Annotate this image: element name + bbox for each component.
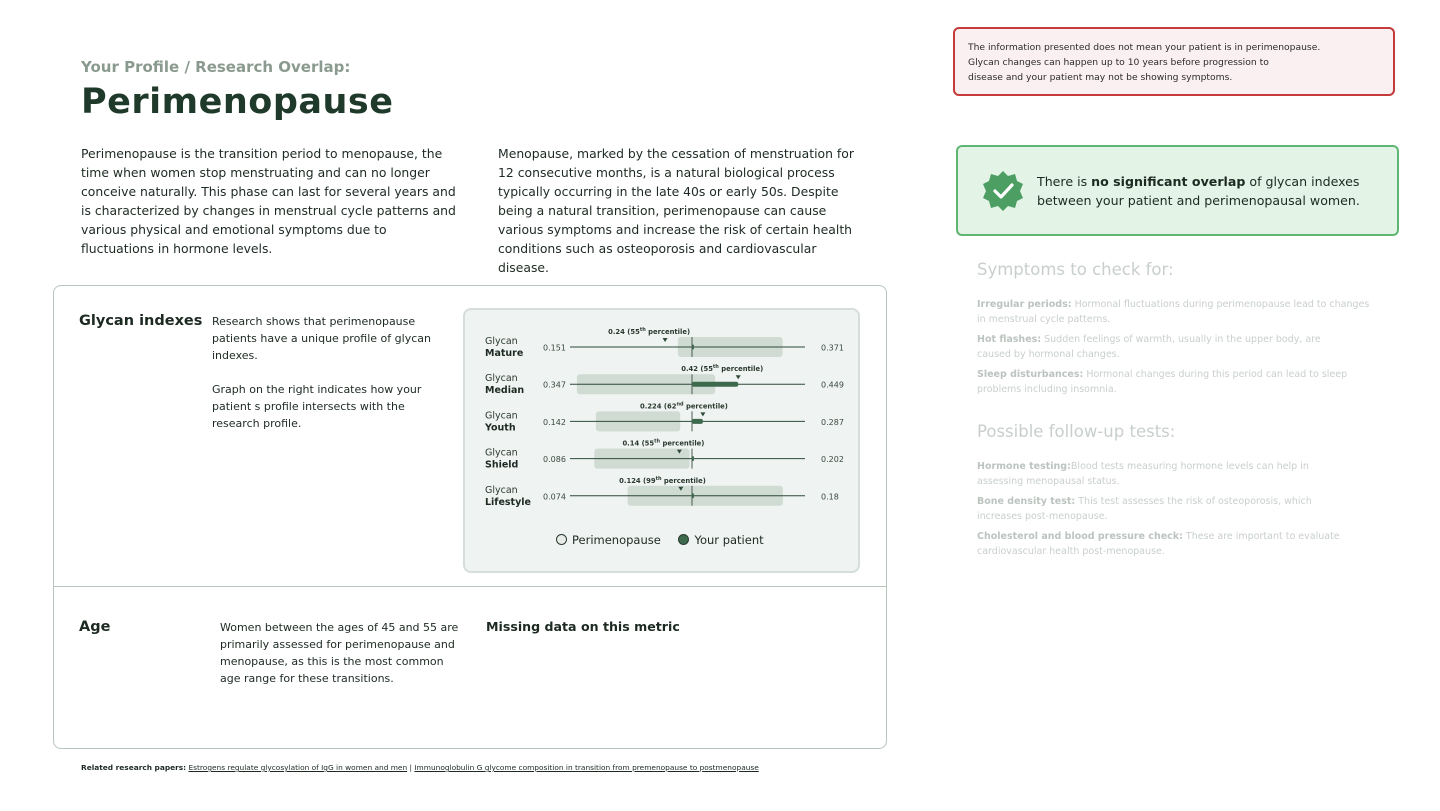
references-label: Related research papers: xyxy=(81,763,187,772)
references-separator: | xyxy=(407,763,415,772)
disclaimer-line-3: disease and your patient may not be showing symptoms. xyxy=(968,72,1233,83)
patient-value-bar xyxy=(692,456,694,461)
missing-data-note: Missing data on this metric xyxy=(486,619,680,634)
intro-left-paragraph: Perimenopause is the transition period to menopause, the time when women stop menstruating and can no longer conceive naturally. This phase can last for several years and is characterized by changes in menstrual cycle patterns and various physical and emotional symptoms due to fluctuations in hormone levels. xyxy=(81,146,456,256)
value-label: 0.42 (55th percentile) xyxy=(681,364,764,374)
patient-value-bar xyxy=(692,493,694,498)
symptoms-list xyxy=(977,297,1372,397)
glycan-graph-note: Graph on the right indicates how your patient s profile intersects with the research profile. xyxy=(212,383,422,430)
paper-link-igg-glycome[interactable]: Immunoglobulin G glycome composition in transition from premenopause to postmenopause xyxy=(414,763,759,772)
row-label-mature: Mature xyxy=(485,348,524,359)
symptom-item xyxy=(977,367,1352,397)
overlap-prefix: There is xyxy=(1037,174,1092,189)
min-label: 0.074 xyxy=(543,492,566,502)
row-label-top: Glycan xyxy=(485,336,518,347)
row-label-top: Glycan xyxy=(485,447,518,459)
max-label: 0.287 xyxy=(821,417,844,427)
age-section-title: Age xyxy=(79,619,111,635)
test-item xyxy=(977,529,1357,559)
legend-label-patient: Your patient xyxy=(694,533,764,547)
row-label-top: Glycan xyxy=(485,484,518,496)
min-label: 0.151 xyxy=(543,343,566,353)
symptom-text: Hormonal fluctuations during perimenopause lead to changes in menstrual cycle patterns. xyxy=(977,299,1370,325)
patient-value-marker xyxy=(700,412,705,416)
max-label: 0.18 xyxy=(821,492,839,502)
age-description: Women between the ages of 45 and 55 are primarily assessed for perimenopause and menopause, as this is the most common age range for these transitions. xyxy=(220,621,459,685)
breadcrumb: Your Profile / Research Overlap: xyxy=(81,58,351,76)
test-text: This test assesses the risk of osteoporosis, which increases post-menopause. xyxy=(977,496,1312,522)
row-label-top: Glycan xyxy=(485,410,518,422)
value-label: 0.14 (55th percentile) xyxy=(622,438,705,448)
disclaimer-line-2: Glycan changes can happen up to 10 years before progression to xyxy=(968,57,1269,68)
min-label: 0.142 xyxy=(543,417,566,427)
test-label: Cholesterol and blood pressure check: xyxy=(977,531,1183,542)
patient-value-marker xyxy=(736,375,741,379)
panel-divider xyxy=(53,586,887,587)
test-item xyxy=(977,459,1357,489)
max-label: 0.202 xyxy=(821,455,844,465)
tests-list xyxy=(977,459,1357,559)
legend-perimenopause xyxy=(556,533,661,547)
max-label: 0.371 xyxy=(821,343,844,353)
value-label: 0.24 (55th percentile) xyxy=(608,327,691,336)
symptom-label: Irregular periods: xyxy=(977,299,1072,310)
related-research xyxy=(81,763,759,772)
paper-link-estrogens[interactable]: Estrogens regulate glycosylation of IgG in women and men xyxy=(188,763,408,772)
overlap-suffix: of glycan indexes between your patient and perimenopausal women. xyxy=(1037,174,1360,208)
patient-value-marker xyxy=(663,338,668,342)
value-label: 0.224 (62nd percentile) xyxy=(640,401,728,411)
legend-patient xyxy=(678,533,763,547)
row-label-median: Median xyxy=(485,385,525,397)
overlap-message xyxy=(1037,172,1387,210)
page-title: Perimenopause xyxy=(81,82,394,122)
min-label: 0.086 xyxy=(543,455,566,465)
symptoms-title: Symptoms to check for: xyxy=(977,260,1174,279)
test-text: These are important to evaluate cardiovascular health post-menopause. xyxy=(977,531,1340,557)
overlap-emphasis: no significant overlap xyxy=(1091,174,1246,189)
row-label-lifestyle: Lifestyle xyxy=(485,496,531,508)
legend xyxy=(556,533,764,547)
test-text: Blood tests measuring hormone levels can help in assessing menopausal status. xyxy=(977,461,1309,487)
verified-badge-icon xyxy=(982,170,1024,212)
row-label-youth: Youth xyxy=(485,422,516,434)
disclaimer-alert xyxy=(953,27,1395,96)
tests-title: Possible follow-up tests: xyxy=(977,422,1176,441)
row-label-shield: Shield xyxy=(485,459,519,471)
patient-value-bar xyxy=(692,345,694,350)
legend-label-perimenopause: Perimenopause xyxy=(572,533,661,547)
test-label: Hormone testing: xyxy=(977,461,1071,472)
test-item xyxy=(977,494,1357,524)
symptom-item xyxy=(977,332,1347,362)
symptom-text: Hormonal changes during this period can lead to sleep problems including insomnia. xyxy=(977,369,1348,395)
value-label: 0.124 (99th percentile) xyxy=(619,475,706,485)
glycan-section-title: Glycan indexes xyxy=(79,313,203,329)
max-label: 0.449 xyxy=(821,380,844,390)
symptom-text: Sudden feelings of warmth, usually in the upper body, are caused by hormonal changes. xyxy=(977,334,1321,360)
row-label-top: Glycan xyxy=(485,373,518,385)
symptom-item xyxy=(977,297,1372,327)
test-label: Bone density test: xyxy=(977,496,1076,507)
symptom-label: Sleep disturbances: xyxy=(977,369,1084,380)
patient-value-bar xyxy=(692,382,738,387)
intro-right-paragraph: Menopause, marked by the cessation of menstruation for 12 consecutive months, is a natural biological process typically occurring in the late 40s or early 50s. Despite being a natural transition, perimenopause can cause various symptoms and increase the risk of certain health conditions such as osteoporosis and cardiovascular disease. xyxy=(498,146,854,275)
legend-swatch-perimenopause xyxy=(556,534,567,545)
disclaimer-line-1: The information presented does not mean your patient is in perimenopause. xyxy=(968,42,1321,53)
overlap-result-card xyxy=(956,145,1399,236)
patient-value-bar xyxy=(692,419,703,424)
min-label: 0.347 xyxy=(543,380,566,390)
legend-swatch-patient xyxy=(678,534,689,545)
symptom-label: Hot flashes: xyxy=(977,334,1042,345)
glycan-description: Research shows that perimenopause patients have a unique profile of glycan indexes. xyxy=(212,315,431,362)
